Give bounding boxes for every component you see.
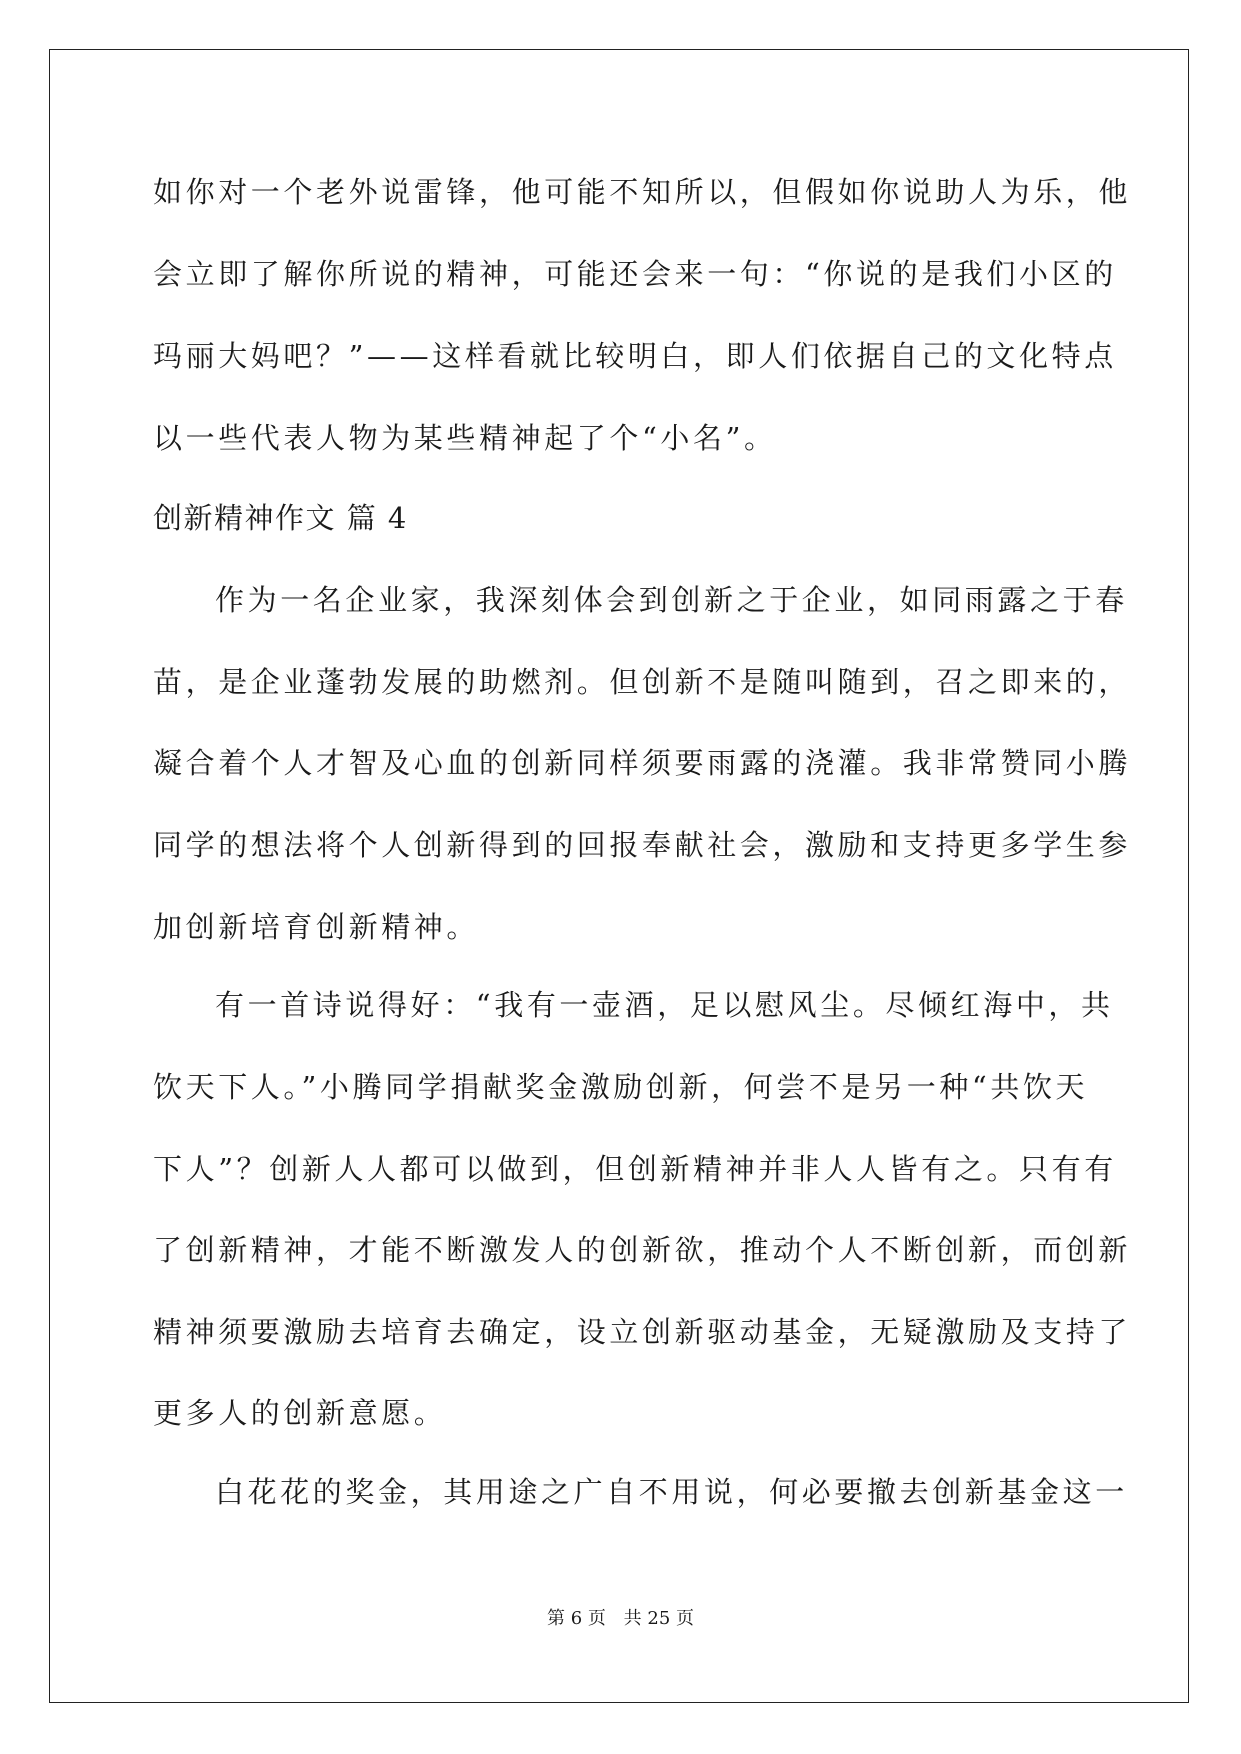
page-footer	[0, 1607, 1241, 1631]
section-heading: 创新精神作文 篇 4	[153, 501, 408, 535]
body-line: 同学的想法将个人创新得到的回报奉献社会，激励和支持更多学生参	[153, 828, 1132, 862]
page-border	[49, 49, 1189, 1703]
body-line: 白花花的奖金，其用途之广自不用说，何必要撤去创新基金这一	[215, 1475, 1128, 1509]
page-number: 第 6 页	[547, 1608, 606, 1629]
body-line: 会立即了解你所说的精神，可能还会来一句：“你说的是我们小区的	[153, 257, 1117, 291]
body-line: 如你对一个老外说雷锋，他可能不知所以，但假如你说助人为乐，他	[153, 175, 1132, 209]
body-line: 更多人的创新意愿。	[153, 1396, 447, 1430]
body-line: 下人”？创新人人都可以做到，但创新精神并非人人皆有之。只有有	[153, 1152, 1117, 1186]
body-line: 凝合着个人才智及心血的创新同样须要雨露的浇灌。我非常赞同小腾	[153, 746, 1132, 780]
page-total: 共 25 页	[623, 1608, 694, 1629]
body-line: 苗，是企业蓬勃发展的助燃剂。但创新不是随叫随到，召之即来的，	[153, 665, 1132, 699]
body-line: 了创新精神，才能不断激发人的创新欲，推动个人不断创新，而创新	[153, 1233, 1132, 1267]
body-line: 有一首诗说得好：“我有一壶酒，足以慰风尘。尽倾红海中，共	[215, 988, 1114, 1022]
body-line: 精神须要激励去培育去确定，设立创新驱动基金，无疑激励及支持了	[153, 1315, 1132, 1349]
body-line: 饮天下人。”小腾同学捐献奖金激励创新，何尝不是另一种“共饮天	[153, 1070, 1089, 1104]
body-line: 玛丽大妈吧？”——这样看就比较明白，即人们依据自己的文化特点	[153, 339, 1117, 373]
body-line: 加创新培育创新精神。	[153, 910, 480, 944]
body-line: 作为一名企业家，我深刻体会到创新之于企业，如同雨露之于春	[215, 583, 1128, 617]
body-line: 以一些代表人物为某些精神起了个“小名”。	[153, 421, 777, 455]
